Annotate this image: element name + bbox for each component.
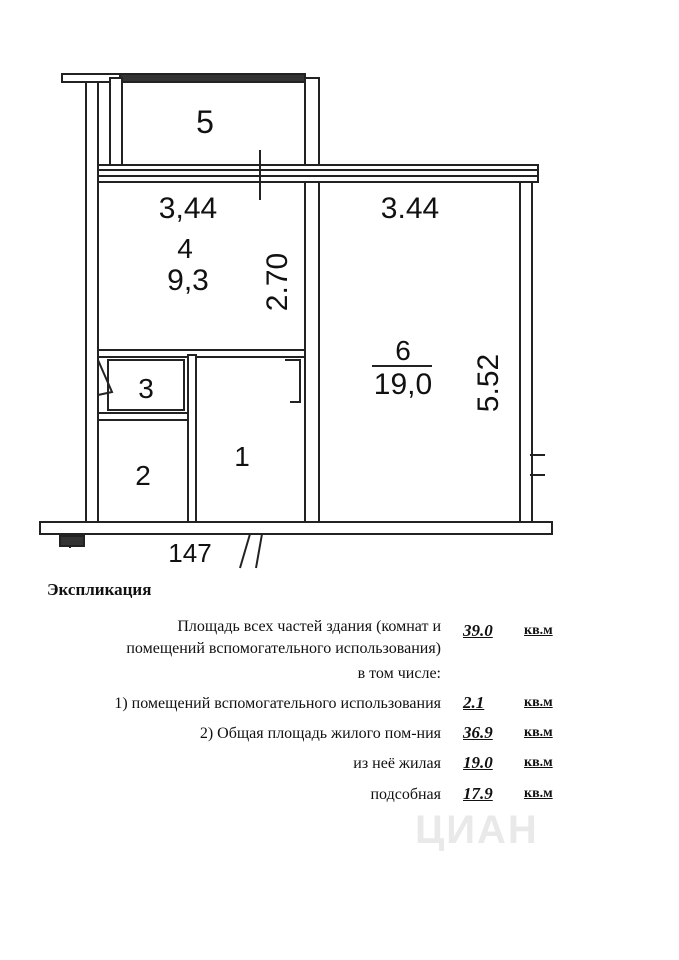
room-5-number: 5	[196, 104, 214, 140]
row-auxiliary-unit: кв.м	[524, 695, 553, 710]
row-total-label-line1: Площадь всех частей здания (комнат и	[177, 618, 441, 635]
row-living-total-value: 36.9	[463, 723, 493, 742]
room-4-height-label: 2.70	[261, 252, 294, 312]
room-6-area: 19,0	[373, 368, 433, 401]
room-6-width-label: 3.44	[380, 192, 440, 225]
row-auxiliary-label: 1) помещений вспомогательного использования	[114, 695, 441, 712]
wall-room4-bottom	[98, 350, 305, 357]
row-utility-label: подсобная	[370, 786, 441, 803]
watermark-logo: ЦИАН	[415, 808, 539, 852]
row-total-unit: кв.м	[524, 623, 553, 638]
row-auxiliary-value: 2.1	[463, 693, 485, 712]
row-total-label-line2: помещений вспомогательного использования)	[126, 640, 441, 657]
wall-top-5	[120, 74, 305, 82]
row-living-unit: кв.м	[524, 755, 553, 770]
room-1-number: 1	[234, 441, 250, 472]
room-2-number: 2	[135, 460, 151, 491]
row-utility-value: 17.9	[463, 784, 493, 803]
row-living-total-unit: кв.м	[524, 725, 553, 740]
bottom-dimension-label: 147	[168, 538, 212, 568]
wall-left	[86, 78, 98, 524]
row-including-label: в том числе:	[357, 665, 441, 682]
wall-room3-right	[188, 355, 196, 522]
room-6-number: 6	[395, 335, 411, 366]
row-living-total-label: 2) Общая площадь жилого пом-ния	[199, 725, 441, 742]
wall-bottom	[40, 522, 552, 534]
room-3-number: 3	[138, 373, 154, 404]
room-4-area: 9,3	[167, 264, 209, 297]
row-living-label: из неё жилая	[353, 755, 441, 772]
row-total-value: 39.0	[463, 621, 493, 640]
room-4-number: 4	[177, 233, 193, 264]
explication-title: Экспликация	[47, 580, 152, 599]
room-4-width-label: 3,44	[158, 192, 218, 225]
wall-right	[520, 165, 532, 527]
row-living-value: 19.0	[463, 753, 493, 772]
wall-mid-vertical	[305, 78, 319, 524]
wall-room5-left	[110, 78, 122, 166]
room-6-height-label: 5.52	[472, 353, 505, 413]
window-strip	[98, 165, 538, 182]
row-utility-unit: кв.м	[524, 786, 553, 801]
